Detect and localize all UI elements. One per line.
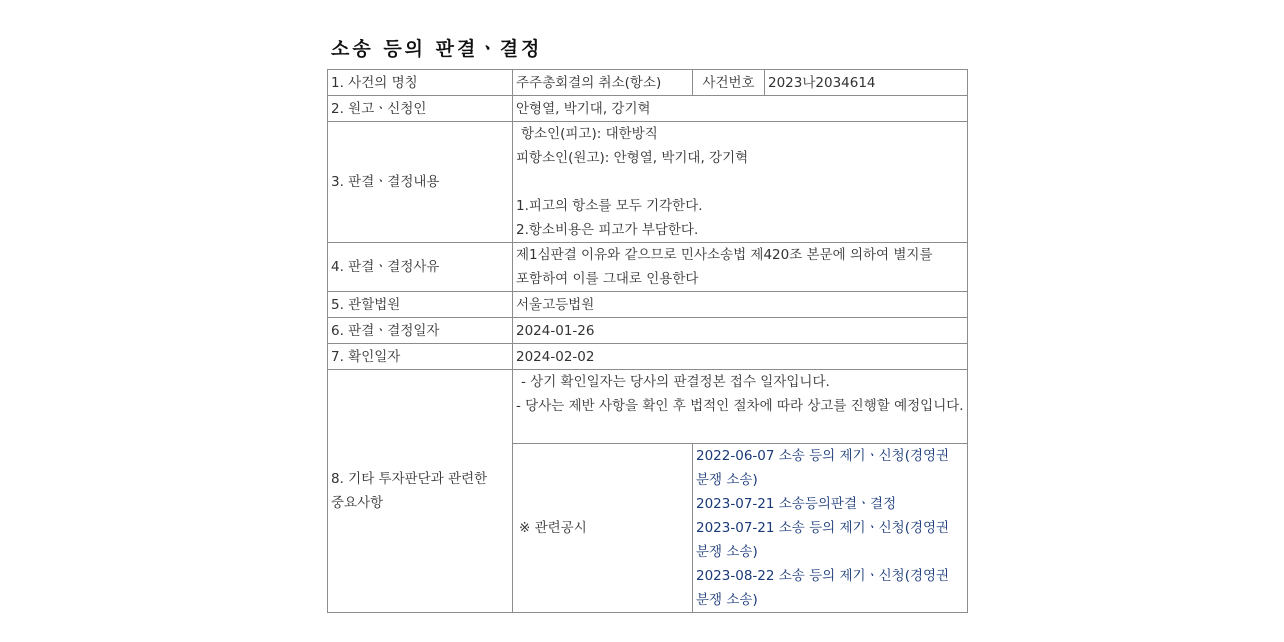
ruling-line-1: 1.피고의 항소를 모두 기각한다. [516, 198, 703, 214]
reason-value [513, 243, 968, 292]
court-value: 서울고등법원 [513, 292, 968, 318]
plaintiff-value: 안형열, 박기대, 강기혁 [513, 96, 968, 122]
page-title: 소송 등의 판결ㆍ결정 [331, 38, 543, 60]
reason-text: 제1심판결 이유와 같으므로 민사소송법 제420조 본문에 의하여 별지를 포함하여 이를 그대로 인용한다 [516, 247, 933, 287]
appellee-line: 피항소인(원고): 안형열, 박기대, 강기혁 [516, 150, 749, 166]
row-case-name [328, 70, 968, 96]
row-decision [328, 122, 968, 243]
confirm-date-label: 7. 확인일자 [328, 344, 513, 370]
row-court [328, 292, 968, 318]
related-link-1[interactable]: 2022-06-07 소송 등의 제기ㆍ신청(경영권 분쟁 소송) [696, 448, 950, 488]
row-reason [328, 243, 968, 292]
blank-line [516, 170, 964, 194]
row-plaintiff [328, 96, 968, 122]
note-line-2: - 당사는 제반 사항을 확인 후 법적인 절차에 따라 상고를 진행할 예정입니다. [516, 398, 964, 414]
related-link-4[interactable]: 2023-08-22 소송 등의 제기ㆍ신청(경영권 분쟁 소송) [696, 568, 950, 608]
disclosure-table [327, 69, 968, 613]
other-label [328, 370, 513, 613]
related-link-2[interactable]: 2023-07-21 소송등의판결ㆍ결정 [696, 496, 897, 512]
case-name-value: 주주총회결의 취소(항소) [513, 70, 693, 96]
row-confirm-date [328, 344, 968, 370]
case-number-label: 사건번호 [693, 70, 765, 96]
other-notes [513, 370, 968, 444]
related-link-3[interactable]: 2023-07-21 소송 등의 제기ㆍ신청(경영권 분쟁 소송) [696, 520, 950, 560]
related-label: ※ 관련공시 [513, 444, 693, 613]
ruling-line-2: 2.항소비용은 피고가 부담한다. [516, 222, 699, 238]
decision-date-label: 6. 판결ㆍ결정일자 [328, 318, 513, 344]
related-list [693, 444, 968, 613]
appellant-line: 항소인(피고): 대한방직 [521, 126, 658, 142]
court-label: 5. 관할법원 [328, 292, 513, 318]
row-other-notes [328, 370, 968, 444]
other-label-text: 8. 기타 투자판단과 관련한 중요사항 [331, 471, 488, 511]
plaintiff-label: 2. 원고ㆍ신청인 [328, 96, 513, 122]
decision-content [513, 122, 968, 243]
case-number-value: 2023나2034614 [765, 70, 968, 96]
reason-label: 4. 판결ㆍ결정사유 [328, 243, 513, 292]
row-decision-date [328, 318, 968, 344]
confirm-date-value: 2024-02-02 [513, 344, 968, 370]
decision-label: 3. 판결ㆍ결정내용 [328, 122, 513, 243]
note-line-1: - 상기 확인일자는 당사의 판결정본 접수 일자입니다. [521, 374, 830, 390]
case-name-label: 1. 사건의 명칭 [328, 70, 513, 96]
decision-date-value: 2024-01-26 [513, 318, 968, 344]
